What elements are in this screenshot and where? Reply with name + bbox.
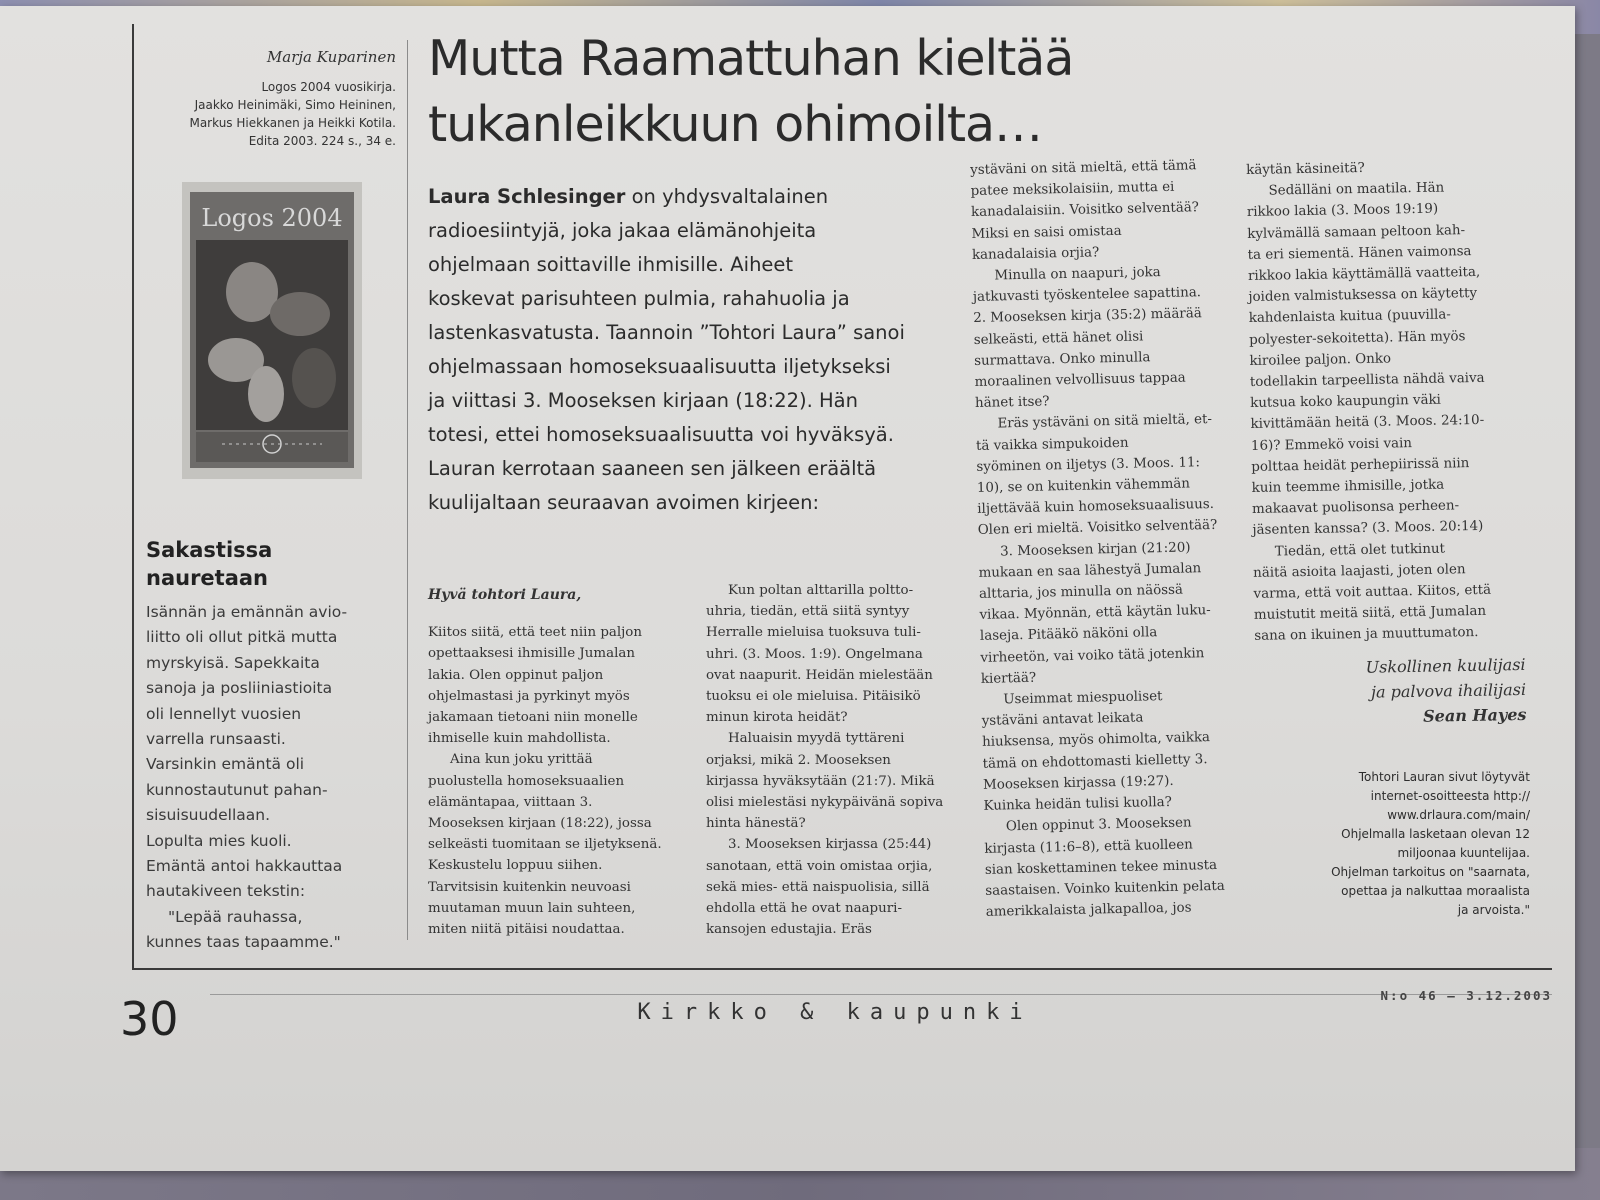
letter-line: puolustella homoseksuaalien [428, 773, 625, 789]
lead-line: Lauran kerrotaan saaneen sen jälkeen eräältä [428, 457, 877, 480]
letter-line: ohjelmastasi ja pyrkinyt myös [428, 688, 630, 704]
letter-line: kanadalaisiin. Voisitko selventää? [970, 200, 1200, 221]
letter-line: Keskustelu loppuu siihen. [428, 858, 603, 874]
letter-line: ystäväni on sitä mieltä, että tämä [970, 158, 1197, 178]
letter-line: näitä asioita laajasti, joten olen [1253, 562, 1466, 581]
sidebar-story-line: liitto oli ollut pitkä mutta [146, 628, 338, 647]
headline-line: Mutta Raamattuhan kieltää [428, 30, 1074, 87]
letter-line: sian koskettaminen tekee minusta [984, 857, 1218, 878]
lead-line: ohjelmassaan homoseksuaalisuutta iljetykseksi [428, 355, 891, 378]
letter-line: Miksi en saisi omistaa [971, 223, 1122, 242]
sidebar-story-line: myrskyisä. Sapekkaita [146, 653, 320, 672]
letter-line: 3. Mooseksen kirjan (21:20) [1000, 540, 1191, 560]
book-info [150, 78, 396, 150]
letter-line: kivittämään heitä (3. Moos. 24:10- [1250, 413, 1485, 433]
letter-line: kahdenlaista kuitua (puuvilla- [1248, 307, 1451, 327]
sidebar-story-line: sisuisuudellaan. [146, 806, 271, 825]
sidebar-story-line: sanoja ja posliiniastioita [146, 679, 333, 698]
article-headline [428, 26, 1478, 158]
sidebar-heading-line: Sakastissa [146, 538, 273, 562]
letter-line: virheetön, vai voiko tätä jotenkin [980, 645, 1205, 666]
letter-line: sanotaan, että voin omistaa orjia, [706, 858, 933, 874]
sidebar-story-line: Lopulta mies kuoli. [146, 831, 292, 850]
letter-line: iljettävää kuin homoseksuaalisuus. [977, 497, 1215, 518]
letter-line: kirjassa hyväksytään (21:7). Mikä [706, 773, 935, 789]
book-cover-image [182, 182, 362, 479]
letter-line: sana on ikuinen ja muuttumaton. [1254, 625, 1479, 645]
masthead: Kirkko & kaupunki [637, 1000, 1033, 1025]
letter-line: kirjasta (11:6–8), että kuolleen [984, 836, 1193, 857]
lead-first-line: on yhdysvaltalainen [625, 185, 829, 208]
letter-line: ihmiselle kuin mahdollista. [428, 731, 611, 747]
sidebar-story-line: Emäntä antoi hakkauttaa [146, 857, 343, 876]
letter-line: Tarvitsisin kuitenkin neuvoasi [428, 879, 631, 895]
letter-line: jatkuvasti työskentelee sapattina. [972, 285, 1202, 306]
book-info-line: Markus Hiekkanen ja Heikki Kotila. [189, 116, 396, 130]
letter-line: hiuksensa, myös ohimolta, vaikka [982, 730, 1211, 751]
book-info-line: Jaakko Heinimäki, Simo Heininen, [194, 98, 396, 112]
letter-line: Kun poltan alttarilla poltto- [728, 583, 914, 598]
letter-line: Eräs ystäväni on sitä mieltä, et- [997, 412, 1213, 432]
letter-line: Mooseksen kirjassa (19:27). [982, 773, 1174, 793]
letter-line: uhria, tiedän, että siitä syntyy [706, 604, 910, 620]
lead-line: ja viittasi 3. Mooseksen kirjaan (18:22). Hän [428, 389, 858, 412]
lead-line: totesi, ettei homoseksuaalisuutta voi hyväksyä. [428, 423, 894, 446]
sidebar-story-line: varrella runsaasti. [146, 730, 286, 749]
letter-signoff [1289, 652, 1526, 731]
letter-line: joiden valmistuksessa on käytetty [1248, 286, 1478, 306]
letter-line: makaavat puolisonsa perheen- [1251, 498, 1460, 518]
letter-line: käytän käsineitä? [1246, 160, 1365, 178]
sidebar-heading-line: nauretaan [146, 566, 269, 590]
letter-column-4 [1246, 155, 1524, 647]
letter-line: vikaa. Myönnän, että käytän luku- [979, 603, 1211, 624]
info-line: internet-osoitteesta http:// [1370, 789, 1530, 803]
letter-column-1 [428, 585, 683, 940]
sidebar-story-line: oli lennellyt vuosien [146, 704, 302, 723]
column-divider [407, 40, 408, 940]
letter-line: Minulla on naapuri, joka [994, 265, 1161, 284]
letter-line: ehdolla että he ovat naapuri- [706, 901, 902, 917]
letter-line: amerikkalaista jalkapalloa, jos [985, 900, 1192, 920]
sidebar-story-line: "Lepää rauhassa, [168, 907, 303, 926]
signature: Sean Hayes [1422, 704, 1527, 726]
sidebar-heading [146, 536, 386, 592]
letter-line: Haluaisin myydä tyttäreni [728, 731, 905, 747]
letter-line: 3. Mooseksen kirjassa (25:44) [728, 837, 932, 853]
letter-line: kansojen edustajia. Eräs [706, 922, 872, 938]
letter-line: saastaisen. Voinko kuitenkin pelata [985, 878, 1225, 899]
lead-line: kuulijaltaan seuraavan avoimen kirjeen: [428, 491, 820, 514]
letter-line: opettaaksesi ihmisille Jumalan [428, 646, 635, 662]
info-line: Ohjelmalla lasketaan olevan 12 [1341, 827, 1530, 841]
letter-line: surmattava. Onko minulla [974, 350, 1151, 369]
letter-line: sekä mies- että naispuolisia, sillä [706, 879, 930, 895]
letter-line: patee meksikolaisiin, mutta ei [970, 179, 1175, 200]
letter-line: lakia. Olen oppinut paljon [428, 667, 604, 683]
letter-line: kuin teemme ihmisille, jotka [1251, 477, 1445, 496]
letter-line: kiertää? [980, 670, 1037, 687]
info-box [1250, 768, 1530, 920]
letter-line: selkeästi tuomitaan se iljetyksenä. [428, 837, 662, 853]
signoff-line: ja palvova ihailijasi [1370, 679, 1527, 702]
letter-line: tämä on ehdottomasti kielletty 3. [982, 751, 1208, 772]
letter-column-2 [706, 580, 956, 940]
letter-line: kylvämällä samaan peltoon kah- [1247, 222, 1466, 242]
letter-line: Olen eri mieltä. Voisitko selventää? [977, 518, 1218, 539]
book-cover-title: Logos 2004 [201, 204, 343, 232]
page-number: 30 [120, 992, 179, 1046]
letter-line: Tiedän, että olet tutkinut [1274, 541, 1446, 560]
lead-paragraph [428, 180, 948, 520]
sidebar-story-line: Varsinkin emäntä oli [146, 755, 305, 774]
letter-line: Kiitos siitä, että teet niin paljon [428, 625, 642, 641]
lead-line: lastenkasvatusta. Taannoin ”Tohtori Laura” sanoi [428, 321, 905, 344]
letter-line: laseja. Pitääkö näköni olla [979, 625, 1158, 645]
book-info-line: Edita 2003. 224 s., 34 e. [248, 134, 396, 148]
lead-line: koskevat parisuhteen pulmia, rahahuolia ja [428, 287, 850, 310]
letter-line: olisi mielestäsi nykypäivänä sopiva [706, 795, 944, 811]
letter-line: polttaa heidät perhepiirissä niin [1251, 455, 1470, 475]
letter-line: Mooseksen kirjaan (18:22), jossa [428, 816, 652, 832]
letter-line: kiroilee paljon. Onko [1249, 351, 1392, 369]
letter-line: hinta hänestä? [706, 816, 806, 832]
letter-line: selkeästi, että hänet olisi [973, 329, 1144, 348]
sidebar-story-line: kunnostautunut pahan- [146, 780, 328, 799]
letter-line: uhri. (3. Moos. 1:9). Ongelmana [706, 646, 923, 662]
info-line: opettaa ja nalkuttaa moraalista [1341, 884, 1530, 898]
letter-line: kutsua koko kaupungin väki [1250, 392, 1442, 412]
letter-line: ystäväni antavat leikata [981, 710, 1144, 730]
sidebar-story-line: Isännän ja emännän avio- [146, 603, 348, 621]
letter-line: Sedälläni on maatila. Hän [1268, 180, 1445, 199]
letter-line: Olen oppinut 3. Mooseksen [1005, 815, 1192, 835]
letter-line: jakamaan tietoani niin monelle [428, 710, 638, 726]
letter-line: tuoksu ei ole mieluisa. Pitäisikö [706, 689, 921, 705]
lead-line: ohjelmaan soittaville ihmisille. Aiheet [428, 253, 794, 276]
letter-line: orjaksi, mikä 2. Mooseksen [706, 752, 891, 768]
info-line: ja arvoista." [1457, 903, 1530, 917]
letter-line: muutaman muun lain suhteen, [428, 900, 636, 916]
letter-line: varma, että voit auttaa. Kiitos, että [1253, 582, 1492, 602]
sidebar-story-line: hautakiveen tekstin: [146, 882, 306, 901]
letter-line: ta eri siementä. Hänen vaimonsa [1247, 243, 1472, 263]
letter-line: ovat naapurit. Heidän mielestään [706, 667, 933, 683]
letter-line: Kuinka heidän tulisi kuolla? [983, 795, 1173, 814]
letter-line: Useimmat miespuoliset [1003, 689, 1163, 708]
lead-name: Laura Schlesinger [428, 185, 626, 208]
letter-line: tä vaikka simpukoiden [975, 435, 1129, 454]
letter-line: hänet itse? [974, 394, 1050, 412]
letter-line: mukaan en saa lähestyä Jumalan [978, 561, 1202, 581]
book-info-line: Logos 2004 vuosikirja. [261, 80, 396, 94]
letter-line: elämäntapaa, viittaan 3. [428, 794, 593, 810]
letter-line: 16)? Emmekö voisi vain [1250, 435, 1413, 454]
letter-line: todellakin tarpeellista nähdä vaiva [1249, 370, 1485, 390]
sidebar-story [146, 600, 386, 956]
sidebar-story-line: kunnes taas tapaamme." [146, 933, 341, 952]
letter-line: miten niitä pitäisi noudattaa. [428, 922, 625, 938]
letter-line: minun kirota heidät? [706, 710, 848, 726]
issue-date: N:o 46 — 3.12.2003 [1380, 988, 1552, 1003]
letter-line: muistutit meitä siitä, että Jumalan [1253, 604, 1487, 624]
signoff-line: Uskollinen kuulijasi [1365, 654, 1526, 677]
letter-line: moraalinen velvollisuus tappaa [974, 370, 1186, 390]
letter-line: Herralle mieluisa tuoksuva tuli- [706, 625, 921, 641]
author-byline: Marja Kuparinen [266, 48, 396, 66]
letter-line: rikkoo lakia käyttämällä vaatteita, [1247, 264, 1481, 284]
letter-line: 10), se on kuitenkin vähemmän [976, 476, 1191, 496]
lead-line: radioesiintyjä, joka jakaa elämänohjeita [428, 219, 817, 242]
info-line: www.drlaura.com/main/ [1387, 808, 1530, 822]
letter-line: jäsenten kanssa? (3. Moos. 20:14) [1252, 519, 1484, 539]
letter-line: Aina kun joku yrittää [450, 752, 593, 768]
letter-line: syöminen on iljetys (3. Moos. 11: [976, 455, 1201, 475]
letter-line: 2. Mooseksen kirja (35:2) määrää [973, 306, 1202, 327]
lead-line [428, 180, 948, 214]
letter-line: polyester-sekoitetta). Hän myös [1249, 328, 1466, 348]
letter-line: alttaria, jos minulla on näössä [978, 582, 1184, 602]
headline-line: tukanleikkuun ohimoilta… [428, 96, 1043, 153]
letter-line: rikkoo lakia (3. Moos 19:19) [1246, 202, 1439, 221]
info-line: Ohjelman tarkoitus on "saarnata, [1331, 865, 1530, 879]
info-line: miljoonaa kuuntelijaa. [1397, 846, 1530, 860]
info-line: Tohtori Lauran sivut löytyvät [1358, 770, 1530, 784]
letter-greeting: Hyvä tohtori Laura, [428, 587, 582, 603]
letter-line: kanadalaisia orjia? [971, 245, 1100, 263]
letter-column-3 [970, 155, 1246, 924]
